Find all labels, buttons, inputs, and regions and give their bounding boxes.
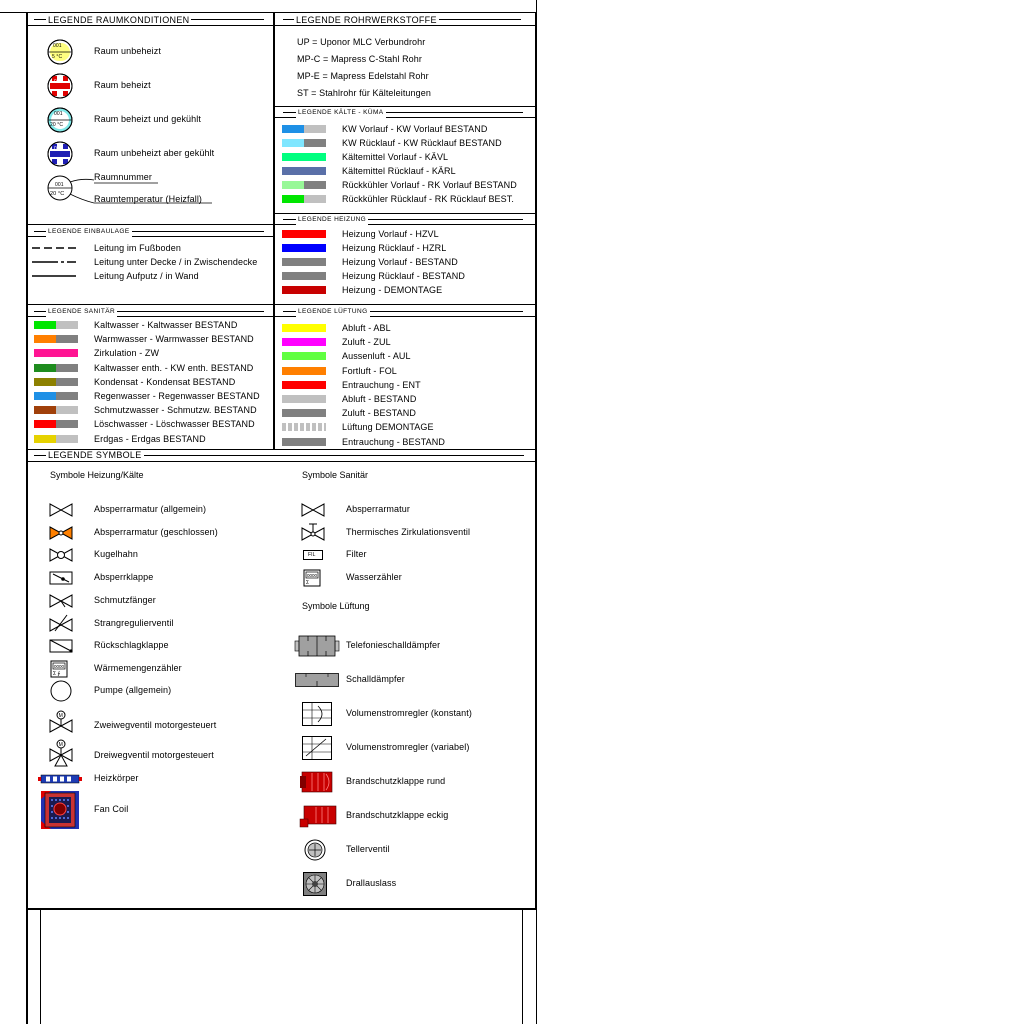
ventilation-color-swatch (282, 324, 326, 332)
ventilation-symbols-heading: Symbole Lüftung (302, 601, 370, 611)
cooling-item-label: KW Vorlauf - KW Vorlauf BESTAND (342, 124, 488, 134)
legend-pipes-title: LEGENDE ROHRWERKSTOFFE (296, 15, 437, 25)
ventilation-symbol-label: Brandschutzklappe eckig (346, 810, 449, 820)
heating-item-label: Heizung Vorlauf - BESTAND (342, 257, 458, 267)
legend-install-title: LEGENDE EINBAULAGE (48, 228, 130, 235)
ventilation-symbol-label: Tellerventil (346, 844, 390, 854)
sanitary-existing-swatch (56, 364, 78, 372)
svg-text:Σ ∲: Σ ∲ (53, 671, 61, 677)
heating-symbol-label: Kugelhahn (94, 549, 138, 559)
sanitary-color-swatch (34, 378, 56, 386)
divider-san-top (26, 304, 536, 305)
cooling-color-swatch (282, 139, 304, 147)
sanitary-item-label: Löschwasser - Löschwasser BESTAND (94, 419, 255, 430)
ventilation-color-swatch (282, 338, 326, 346)
ventilation-color-swatch (282, 367, 326, 375)
sanitary-color-swatch (34, 406, 56, 414)
ventilation-color-swatch (282, 409, 326, 417)
ventilation-symbol-label: Telefonieschalldämpfer (346, 640, 441, 650)
lower-inner-line-left (40, 910, 41, 1024)
crosstalk-silencer-icon (295, 635, 339, 657)
pipe-material-item: UP = Uponor MLC Verbundrohr (297, 37, 426, 47)
heating-symbols-heading: Symbole Heizung/Kälte (50, 470, 144, 480)
top-frame-border (26, 12, 536, 13)
heating-symbol-label: Absperrklappe (94, 572, 154, 582)
two-way-motor-valve-icon (49, 710, 73, 734)
line-dashed-icon (32, 246, 76, 250)
sanitary-color-swatch (34, 364, 56, 372)
cooling-item-label: Rückkühler Rücklauf - RK Rücklauf BEST. (342, 194, 514, 204)
pipe-material-item: ST = Stahlrohr für Kälteleitungen (297, 88, 431, 98)
sanitary-item-label: Warmwasser - Warmwasser BESTAND (94, 334, 254, 345)
divider-room-title (26, 25, 274, 26)
sanitary-item-label: Kondensat - Kondensat BESTAND (94, 376, 236, 387)
sanitary-symbol-label: Wasserzähler (346, 572, 402, 582)
radiator-icon (38, 774, 82, 784)
closed-valve-icon (49, 526, 73, 540)
heating-symbol-label: Absperrarmatur (geschlossen) (94, 527, 218, 537)
room-unheated-temp: 5 °C (52, 54, 63, 60)
strainer-icon (49, 594, 73, 608)
cooling-item-label: KW Rücklauf - KW Rücklauf BESTAND (342, 138, 502, 148)
ventilation-item-label: Zuluft - ZUL (342, 337, 391, 348)
three-way-motor-valve-icon (49, 739, 73, 767)
install-item-label: Leitung Aufputz / in Wand (94, 271, 199, 281)
ventilation-item-label: Aussenluft - AUL (342, 351, 411, 362)
sanitary-existing-swatch (56, 335, 78, 343)
room-unheated-cooled-num: 001 (54, 146, 63, 152)
vav-variable-icon (302, 736, 332, 760)
swirl-diffuser-icon (303, 872, 327, 896)
divider-pipes-title (274, 25, 536, 26)
heating-symbol-label: Heizkörper (94, 773, 139, 783)
heating-color-swatch (282, 258, 326, 266)
balancing-valve-icon (49, 614, 73, 632)
heating-symbol-label: Absperrarmatur (allgemein) (94, 504, 207, 514)
bottom-frame-border (26, 908, 536, 910)
left-frame-border (26, 12, 28, 1024)
sanitary-symbols-heading: Symbole Sanitär (302, 470, 369, 480)
sanitary-item-label: Kaltwasser enth. - KW enth. BESTAND (94, 362, 254, 373)
heating-symbol-label: Rückschlagklappe (94, 640, 169, 650)
cooling-item-label: Rückkühler Vorlauf - RK Vorlauf BESTAND (342, 180, 517, 190)
heating-symbol-label: Strangregulierventil (94, 618, 174, 628)
legend-symbols-title: LEGENDE SYMBOLE (48, 450, 142, 460)
cooling-item-label: Kältemittel Vorlauf - KÄVL (342, 152, 449, 162)
install-item-label: Leitung im Fußboden (94, 243, 181, 253)
room-heated-label: Raum beheizt (94, 80, 151, 90)
divider-heating-top (274, 213, 536, 214)
sanitary-existing-swatch (56, 378, 78, 386)
fan-coil-icon (41, 791, 79, 829)
legend-room-title: LEGENDE RAUMKONDITIONEN (48, 15, 190, 25)
sanitary-color-swatch (34, 392, 56, 400)
disc-valve-icon (304, 839, 326, 861)
legend-heating-title: LEGENDE HEIZUNG (298, 216, 367, 223)
room-heated-cooled-label: Raum beheizt und gekühlt (94, 114, 201, 124)
heating-color-swatch (282, 286, 326, 294)
sanitary-item-label: Kaltwasser - Kaltwasser BESTAND (94, 320, 238, 330)
ventilation-color-swatch (282, 423, 326, 431)
butterfly-valve-icon (49, 571, 73, 585)
ventilation-item-label: Fortluft - FOL (342, 365, 397, 376)
cooling-existing-swatch (304, 139, 326, 147)
heating-symbol-label: Pumpe (allgemein) (94, 685, 172, 695)
ventilation-item-label: Lüftung DEMONTAGE (342, 422, 434, 433)
room-heated-cooled-num: 001 (54, 111, 63, 117)
room-heated-cooled-temp: 20 °C (50, 122, 64, 128)
svg-text:0000: 0000 (307, 573, 318, 578)
line-dashdot-icon (32, 260, 76, 264)
heat-meter-icon (50, 660, 68, 678)
ventilation-color-swatch (282, 381, 326, 389)
ventilation-color-swatch (282, 438, 326, 446)
lower-inner-line-right (522, 910, 523, 1024)
ventilation-symbol-label: Schalldämpfer (346, 674, 405, 684)
divider-symbols-title (26, 461, 536, 462)
sanitary-symbol-label: Filter (346, 549, 367, 559)
svg-text:Σ: Σ (306, 580, 310, 586)
sanitary-item-label: Zirkulation - ZW (94, 348, 160, 359)
install-item-label: Leitung unter Decke / in Zwischendecke (94, 257, 258, 267)
sanitary-existing-swatch (56, 435, 78, 443)
sanitary-existing-swatch (56, 321, 78, 329)
ventilation-item-label: Abluft - ABL (342, 323, 391, 333)
svg-text:M: M (58, 742, 63, 748)
cooling-color-swatch (282, 195, 304, 203)
ventilation-color-swatch (282, 395, 326, 403)
cooling-color-swatch (282, 181, 304, 189)
top-left-border (0, 12, 26, 13)
pipe-material-item: MP-E = Mapress Edelstahl Rohr (297, 71, 429, 81)
ventilation-item-label: Zuluft - BESTAND (342, 408, 416, 419)
heating-item-label: Heizung Rücklauf - HZRL (342, 243, 447, 253)
line-solid-icon (32, 274, 76, 278)
cooling-existing-swatch (304, 125, 326, 133)
divider-install-top (26, 224, 274, 225)
sanitary-existing-swatch (56, 420, 78, 428)
mid-vertical-divider (273, 12, 275, 449)
svg-text:0000: 0000 (54, 664, 65, 669)
pipe-material-item: MP-C = Mapress C-Stahl Rohr (297, 54, 422, 64)
heating-color-swatch (282, 230, 326, 238)
vav-constant-icon (302, 702, 332, 726)
thermal-valve-icon (301, 523, 325, 541)
heating-item-label: Heizung Rücklauf - BESTAND (342, 271, 465, 281)
heating-color-swatch (282, 244, 326, 252)
room-unheated-label: Raum unbeheizt (94, 46, 161, 56)
filter-tag: FIL (308, 552, 316, 558)
cooling-color-swatch (282, 125, 304, 133)
ventilation-item-label: Entrauchung - ENT (342, 379, 421, 390)
heating-symbol-label: Wärmemengenzähler (94, 663, 182, 673)
divider-cooling-top (274, 106, 536, 107)
heating-symbol-label: Fan Coil (94, 804, 129, 814)
heating-symbol-label: Dreiwegventil motorgesteuert (94, 750, 214, 760)
sanitary-color-swatch (34, 420, 56, 428)
legend-cooling-title: LEGENDE KÄLTE - KÜMA (298, 109, 384, 116)
cooling-existing-swatch (304, 195, 326, 203)
sanitary-color-swatch (34, 321, 56, 329)
room-sample-num: 001 (55, 182, 64, 188)
ventilation-symbol-label: Drallauslass (346, 878, 397, 888)
cooling-item-label: Kältemittel Rücklauf - KÄRL (342, 166, 456, 176)
fire-damper-square-icon (300, 805, 338, 827)
sanitary-existing-swatch (56, 406, 78, 414)
valve-icon (49, 503, 73, 517)
sanitary-item-label: Schmutzwasser - Schmutzw. BESTAND (94, 405, 257, 416)
fire-damper-round-icon (300, 772, 334, 792)
cooling-color-swatch (282, 167, 326, 175)
heating-item-label: Heizung - DEMONTAGE (342, 285, 443, 295)
sanitary-color-swatch (34, 335, 56, 343)
ventilation-item-label: Entrauchung - BESTAND (342, 436, 445, 447)
valve-icon (301, 503, 325, 517)
silencer-icon (295, 673, 339, 687)
sanitary-color-swatch (34, 435, 56, 443)
ventilation-symbol-label: Volumenstromregler (konstant) (346, 708, 472, 718)
sanitary-item-label: Erdgas - Erdgas BESTAND (94, 433, 206, 444)
svg-text:M: M (58, 713, 63, 719)
cooling-color-swatch (282, 153, 326, 161)
legend-sanitary-title: LEGENDE SANITÄR (48, 308, 116, 315)
ventilation-symbol-label: Volumenstromregler (variabel) (346, 742, 470, 752)
room-sample-temp: 20 °C (50, 191, 65, 197)
ball-valve-icon (49, 548, 73, 562)
room-unheated-num: 001 (53, 43, 62, 49)
sanitary-existing-swatch (56, 392, 78, 400)
heating-item-label: Heizung Vorlauf - HZVL (342, 229, 439, 239)
ventilation-color-swatch (282, 352, 326, 360)
room-temperature-label: Raumtemperatur (Heizfall) (94, 194, 203, 204)
water-meter-icon (303, 569, 321, 587)
cooling-existing-swatch (304, 181, 326, 189)
heating-symbol-label: Schmutzfänger (94, 595, 156, 605)
room-unheated-cooled-label: Raum unbeheizt aber gekühlt (94, 148, 215, 158)
ventilation-symbol-label: Brandschutzklappe rund (346, 776, 446, 786)
room-number-label: Raumnummer (94, 172, 153, 182)
legend-ventilation-title: LEGENDE LÜFTUNG (298, 308, 368, 315)
ventilation-item-label: Abluft - BESTAND (342, 394, 417, 404)
heating-color-swatch (282, 272, 326, 280)
check-valve-icon (49, 639, 73, 653)
heating-symbol-label: Zweiwegventil motorgesteuert (94, 720, 217, 730)
pump-icon (50, 680, 72, 702)
sanitary-item-label: Regenwasser - Regenwasser BESTAND (94, 391, 260, 401)
room-heated-num: 001 (54, 79, 63, 85)
sanitary-color-swatch (34, 349, 78, 357)
sanitary-symbol-label: Absperrarmatur (346, 504, 410, 514)
sanitary-symbol-label: Thermisches Zirkulationsventil (346, 527, 471, 537)
